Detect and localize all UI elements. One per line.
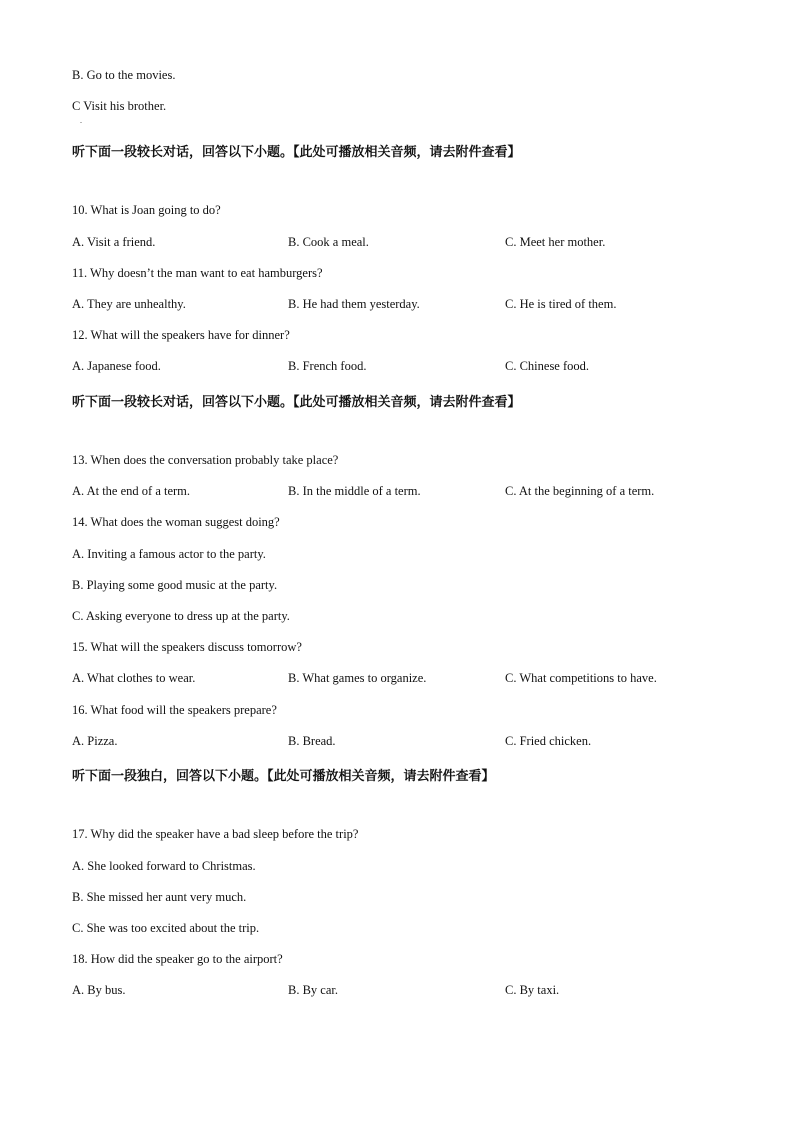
question-12: 12. What will the speakers have for dinner?: [72, 328, 290, 342]
q10-option-c: C. Meet her mother.: [505, 235, 606, 249]
q12-option-b: B. French food.: [288, 359, 367, 373]
q17-option-b: B. She missed her aunt very much.: [72, 890, 247, 904]
q14-option-b: B. Playing some good music at the party.: [72, 578, 278, 592]
q11-option-c: C. He is tired of them.: [505, 297, 617, 311]
q15-option-c: C. What competitions to have.: [505, 671, 657, 685]
q9-option-b: B. Go to the movies.: [72, 68, 176, 82]
question-18: 18. How did the speaker go to the airport?: [72, 952, 283, 966]
question-15: 15. What will the speakers discuss tomorrow?: [72, 640, 302, 654]
q13-option-a: A. At the end of a term.: [72, 484, 191, 498]
question-13: 13. When does the conversation probably take place?: [72, 453, 339, 467]
q14-option-a: A. Inviting a famous actor to the party.: [72, 547, 266, 561]
q18-option-c: C. By taxi.: [505, 983, 560, 997]
q13-option-c: C. At the beginning of a term.: [505, 484, 655, 498]
q12-option-c: C. Chinese food.: [505, 359, 590, 373]
section-instruction-2: 听下面一段较长对话，回答以下小题。【此处可播放相关音频，请去附件查看】: [72, 395, 521, 410]
q12-option-a: A. Japanese food.: [72, 359, 161, 373]
q9-option-c: C Visit his brother.: [72, 99, 167, 113]
q11-option-a: A. They are unhealthy.: [72, 297, 186, 311]
question-11: 11. Why doesn’t the man want to eat hamburgers?: [72, 266, 323, 280]
stray-dot: .: [80, 116, 82, 125]
q15-option-a: A. What clothes to wear.: [72, 671, 196, 685]
question-17: 17. Why did the speaker have a bad sleep before the trip?: [72, 827, 359, 841]
question-16: 16. What food will the speakers prepare?: [72, 703, 277, 717]
q15-option-b: B. What games to organize.: [288, 671, 427, 685]
q16-option-a: A. Pizza.: [72, 734, 118, 748]
q13-option-b: B. In the middle of a term.: [288, 484, 421, 498]
q10-option-b: B. Cook a meal.: [288, 235, 369, 249]
q14-option-c: C. Asking everyone to dress up at the party.: [72, 609, 290, 623]
q10-option-a: A. Visit a friend.: [72, 235, 156, 249]
q16-option-c: C. Fried chicken.: [505, 734, 592, 748]
question-10: 10. What is Joan going to do?: [72, 203, 221, 217]
section-instruction-3: 听下面一段独白，回答以下小题。【此处可播放相关音频，请去附件查看】: [72, 769, 495, 784]
q18-option-a: A. By bus.: [72, 983, 126, 997]
q17-option-a: A. She looked forward to Christmas.: [72, 859, 256, 873]
q11-option-b: B. He had them yesterday.: [288, 297, 420, 311]
q17-option-c: C. She was too excited about the trip.: [72, 921, 260, 935]
section-instruction-1: 听下面一段较长对话，回答以下小题。【此处可播放相关音频，请去附件查看】: [72, 145, 521, 160]
q18-option-b: B. By car.: [288, 983, 338, 997]
question-14: 14. What does the woman suggest doing?: [72, 515, 280, 529]
q16-option-b: B. Bread.: [288, 734, 336, 748]
